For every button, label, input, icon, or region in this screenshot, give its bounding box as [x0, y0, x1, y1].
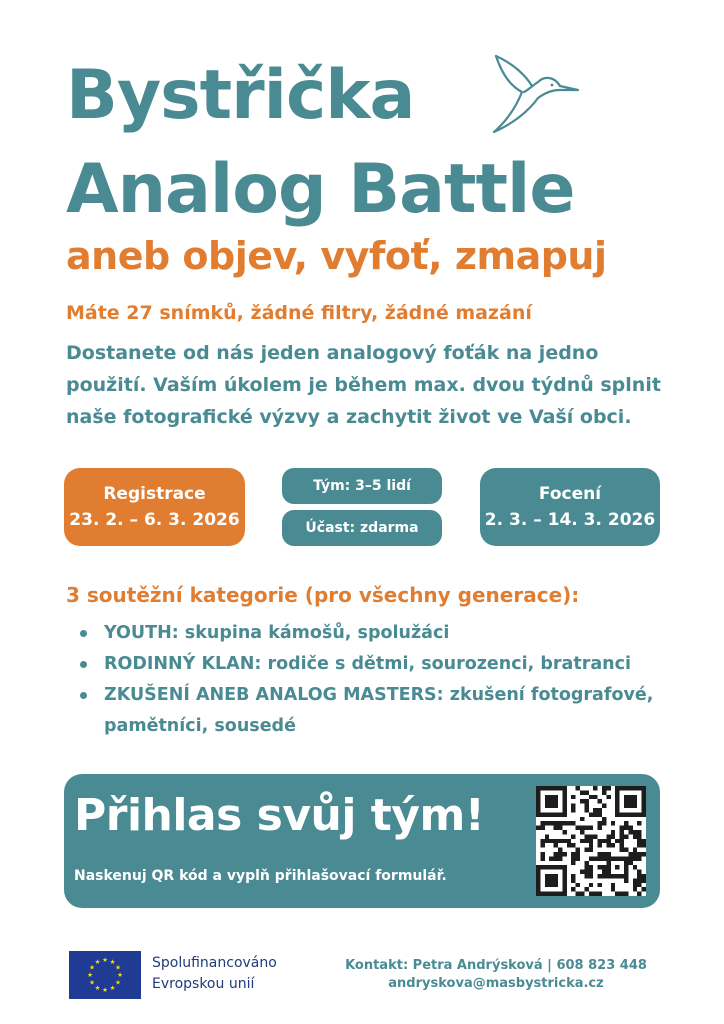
- title-line-1: Bystřička: [66, 56, 415, 135]
- signup-banner: [64, 774, 660, 908]
- registration-label: Registrace: [103, 484, 206, 504]
- hummingbird-icon: [488, 52, 580, 136]
- eu-star: ★: [94, 984, 101, 993]
- list-item: RODINNÝ KLAN: rodiče s dětmi, sourozenci, bratranci: [66, 649, 676, 680]
- team-size-label: Tým: 3–5 lidí: [313, 478, 411, 494]
- tagline: Máte 27 snímků, žádné filtry, žádné mazání: [66, 302, 532, 324]
- fee-badge: [282, 510, 442, 546]
- eu-star: ★: [89, 963, 95, 972]
- eu-flag-icon: [69, 951, 141, 999]
- eu-star: ★: [109, 958, 116, 967]
- intro-text: Dostanete od nás jeden analogový foťák na jedno použití. Vaším úkolem je během max. dvou týdnů splnit naše fotografické výzvy a zachytit život ve Vaší obci.: [66, 342, 661, 428]
- signup-subtitle: Naskenuj QR kód a vyplň přihlašovací formulář.: [74, 868, 447, 884]
- eu-star: ★: [117, 971, 123, 980]
- list-item: ZKUŠENÍ ANEB ANALOG MASTERS: zkušení fotografové, pamětníci, sousedé: [66, 680, 676, 742]
- subtitle: aneb objev, vyfoť, zmapuj: [66, 234, 607, 278]
- signup-title: Přihlas svůj tým!: [74, 790, 485, 841]
- eu-line-2: Evropskou unií: [152, 976, 255, 992]
- contact-line-1: Kontakt: Petra Andrýsková | 608 823 448: [345, 958, 647, 973]
- eu-star: ★: [102, 986, 108, 995]
- title-line-2: Analog Battle: [66, 150, 575, 229]
- eu-cofunding-text: [152, 953, 277, 995]
- eu-star: ★: [89, 978, 95, 987]
- list-item: YOUTH: skupina kámošů, spolužáci: [66, 618, 676, 649]
- eu-star: ★: [115, 978, 121, 987]
- shooting-badge: [480, 468, 660, 546]
- contact-email[interactable]: andryskova@masbystricka.cz: [388, 976, 604, 991]
- eu-star: ★: [109, 984, 116, 993]
- eu-star: ★: [102, 956, 108, 965]
- registration-badge: [64, 468, 245, 546]
- eu-star: ★: [115, 963, 121, 972]
- contact-info: [330, 957, 662, 993]
- fee-label: Účast: zdarma: [305, 520, 419, 536]
- eu-star: ★: [87, 971, 93, 980]
- registration-dates: 23. 2. – 6. 3. 2026: [69, 510, 240, 530]
- categories-heading: 3 soutěžní kategorie (pro všechny generace):: [66, 583, 580, 607]
- qr-code-icon[interactable]: [536, 786, 646, 896]
- eu-line-1: Spolufinancováno: [152, 955, 277, 971]
- shooting-dates: 2. 3. – 14. 3. 2026: [484, 510, 656, 530]
- eu-star: ★: [94, 958, 101, 967]
- categories-list: [66, 618, 676, 742]
- shooting-label: Focení: [538, 484, 602, 504]
- team-size-badge: [282, 468, 442, 504]
